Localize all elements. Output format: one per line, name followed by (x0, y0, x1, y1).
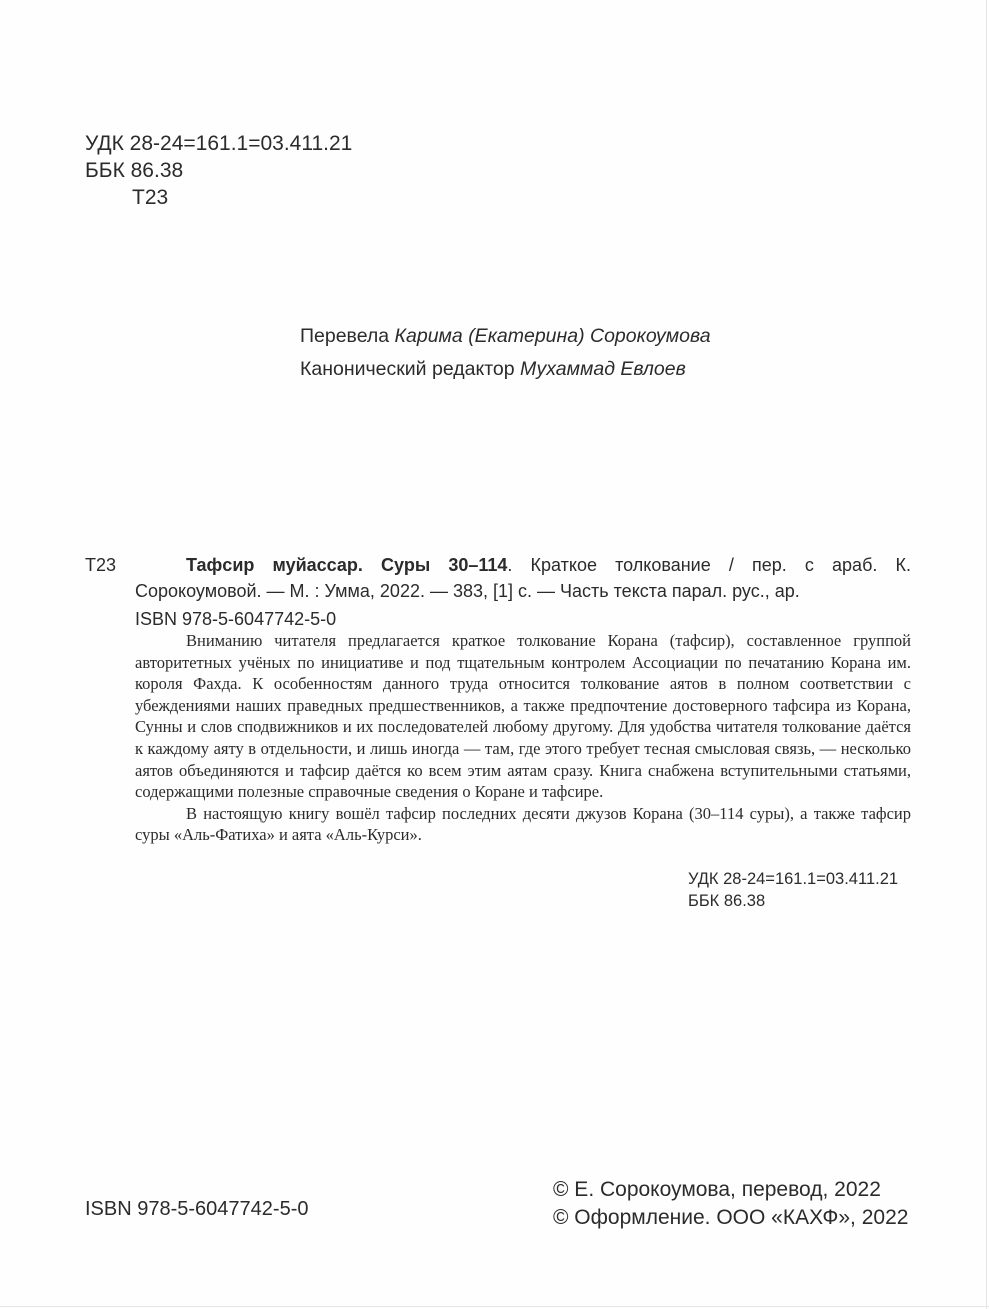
page-edge-right (986, 0, 987, 1309)
editor-line (300, 353, 711, 386)
copyright-block (553, 1176, 908, 1232)
translator-name: Карима (Екатерина) Сорокоумова (394, 325, 711, 347)
abstract-paragraph-2: В настоящую книгу вошёл тафсир последних десяти джузов Корана (30–114 суры), а также тафсир суры «Аль-Фатиха» и аята «Аль-Курси». (135, 803, 911, 845)
record-codes (688, 868, 898, 912)
abstract-paragraph-1: Вниманию читателя предлагается краткое толкование Корана (тафсир), составленное группой авторитетных учёных по инициативе и под тщательным контролем Ассоциации по печатанию Корана им. короля Фахда. К особенностям данного труда относится толкование аятов в полном соответствии с убеждениями наших праведных предшественников, а также предпочтение достоверного тафсира из Корана, Сунны и слов сподвижников и их последователей любому другому. Для удобства читателя толкование даётся к каждому аяту в отдельности, и лишь иногда — там, где этого требует тесная смысловая связь, — несколько аятов объединяются и тафсир даётся ко всем этим аятам сразу. Книга снабжена вступительными статьями, содержащими полезные справочные сведения о Коране и тафсире. (135, 631, 911, 802)
abstract (135, 630, 911, 846)
credits-block (300, 320, 711, 386)
bbk-code: ББК 86.38 (85, 159, 184, 182)
bibliographic-record (135, 552, 911, 632)
record-bbk: ББК 86.38 (688, 892, 766, 910)
udk-code: УДК 28-24=161.1=03.411.21 (85, 132, 353, 155)
cutter-mark: Т23 (132, 186, 169, 209)
book-title: Тафсир муйассар. Суры 30–114 (186, 555, 508, 575)
page-edge-bottom (0, 1306, 989, 1307)
translator-prefix: Перевела (300, 325, 395, 347)
copyright-design: © Оформление. ООО «КАХФ», 2022 (553, 1206, 909, 1229)
copyright-translation: © Е. Сорокоумова, перевод, 2022 (553, 1178, 881, 1201)
editor-prefix: Канонический редактор (300, 358, 521, 380)
classification-block (85, 130, 352, 211)
record-description: . Краткое толкование / пер. с араб. К. Сорокоумовой. — М. : Умма, 2022. — 383, [1] с. — Часть текста парал. рус., ар. (135, 555, 912, 601)
record-udk: УДК 28-24=161.1=03.411.21 (688, 870, 899, 888)
record-lead (135, 552, 911, 604)
record-isbn: ISBN 978-5-6047742-5-0 (135, 609, 337, 629)
footer-isbn: ISBN 978-5-6047742-5-0 (85, 1198, 309, 1220)
editor-name: Мухаммад Евлоев (520, 358, 686, 380)
translator-line (300, 320, 711, 353)
record-cutter-mark: Т23 (85, 555, 117, 575)
